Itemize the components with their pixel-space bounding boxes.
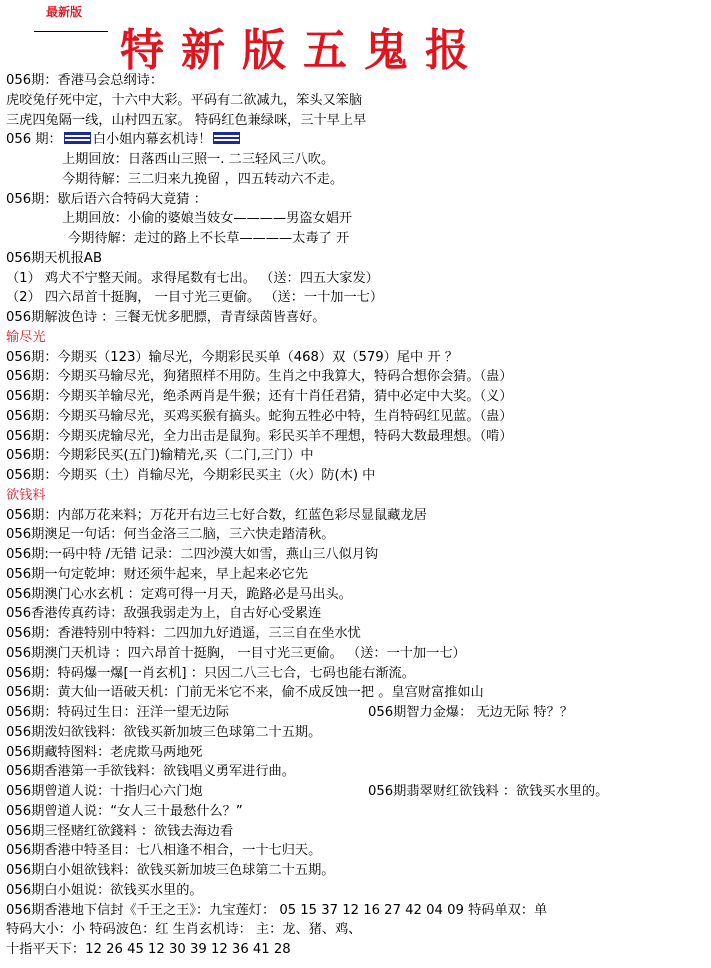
text-line: 056期解波色诗 ：三餐无忧多肥膘，青青绿茵皆喜好。: [6, 310, 326, 325]
text-line: 056期天机报AB: [6, 250, 102, 266]
text-line: 056期：今期买（123）输尽光，今期彩民买单（468）双（579）尾中 开 ？: [6, 349, 458, 365]
flag-icon: [213, 132, 240, 144]
text-line: 虎咬兔仔死中定，十六中大彩。平码有二欲减九，笨头又笨脑: [6, 92, 363, 108]
text-line: 056期澳门天机诗 ：四六昂首十挺胸， 一目寸光三更偷。 （送：一十加一七）: [6, 645, 466, 661]
section-heading: 欲钱料: [6, 487, 46, 503]
text-line: 056香港传真药诗：敌强我弱走为上，自古好心受累连: [6, 606, 322, 622]
text-line: 056期香港地下信封《千王之王》：九宝莲灯： 05 15 37 12 16 27 42 04 09 特码单双：单: [6, 902, 548, 918]
text-line: 056期：内部万花来料；万花开右边三七好合数，红蓝色彩尽显鼠藏龙居: [6, 507, 427, 523]
text-line: （2） 四六昂首十挺胸， 一目寸光三更偷。 （送：一十加一七）: [6, 290, 384, 306]
text-line: 056期香港中特圣目：七八相逢不相合，一十七归天。: [6, 843, 322, 859]
text-line: 056期：今期买羊输尽光，绝杀两肖是牛猴；还有十肖任君猜，猜中必定中大奖。（义）: [6, 389, 513, 404]
text-line-with-flags: [6, 130, 706, 150]
text-line: 056期：今期买（土）肖输尽光，今期彩民买主（火）防(木) 中: [6, 468, 376, 483]
flag-line-prefix: 056 期：: [6, 132, 62, 148]
text-line: 056期白小姐欲钱料：欲钱买新加坡三色球第二十五期。: [6, 863, 335, 878]
left-column-text: 056期：特码过生日：汪洋一望无边际: [6, 705, 229, 720]
text-line: 056期：今期买虎输尽光，全力出击是鼠狗。彩民买羊不理想，特码大数最理想。（啃）: [6, 428, 513, 444]
text-line: 056期：今期彩民买(五门)输精光,买（二门,三门）中: [6, 448, 314, 464]
text-line: 056期：香港马会总纲诗：: [6, 73, 164, 88]
text-line: 056期：今期买马输尽光，狗猪照样不用防。生肖之中我算大，特码合想你会猜。（蛊）: [6, 369, 513, 385]
text-line: 特码大小：小 特码波色：红 生肖玄机诗： 主：龙、猪、鸡、: [6, 922, 362, 938]
text-line: 056期：歇后语六合特码大竟猜 ：: [6, 191, 207, 207]
right-column-text: 056期智力金爆： 无边无际 特？？: [368, 705, 573, 720]
text-line: （1） 鸡犬不宁整天闹。求得尾数有七出。 （送：四五大家发）: [6, 270, 379, 286]
text-line: 056期：黄大仙一语破天机：门前无米它不来，偷不成反蚀一把 。皇宫财富推如山: [6, 685, 484, 701]
text-line: 056期:一码中特 /无错 记录：二四沙漠大如雪，燕山三八似月钩: [6, 547, 379, 562]
text-line: 056期藏特图料：老虎欺马两地死: [6, 744, 203, 760]
text-line: 056期：香港特别中特料：二四加九好逍遥，三三自在坐水忧: [6, 626, 361, 641]
text-line: 上期回放：小偷的婆娘当妓女————男盗女娼开: [62, 211, 353, 227]
flag-line-text: 白小姐内幕玄机诗！: [92, 132, 212, 148]
flag-icon: [64, 132, 91, 144]
right-column-text: 056期翡翠财红欲钱料 ：欲钱买水里的。: [368, 784, 609, 799]
text-line: 056期：特码爆一爆[一肖玄机] ：只因二八三七合，七码也能右渐流。: [6, 665, 415, 681]
latest-edition-badge: 最新版: [46, 5, 83, 19]
text-line: 三虎四兔隔一线，山村四五家。 特码红色兼绿咪，三十早上早: [6, 112, 367, 128]
text-line-two-col: [6, 703, 706, 723]
text-line: 十指平天下：12 26 45 12 30 39 12 36 41 28: [6, 942, 291, 957]
text-line: 056期白小姐说：欲钱买水里的。: [6, 882, 203, 898]
text-line: 056期：今期买马输尽光，买鸡买猴有搞头。蛇狗五牲必中特，生肖特码红见蓝。（蛊）: [6, 408, 513, 424]
text-line: 056期泼妇欲钱料：欲钱买新加坡三色球第二十五期。: [6, 724, 322, 740]
text-line: 056期澳门心水玄机 ：定鸡可得一月天，跪路必是马出头。: [6, 586, 352, 602]
text-line: 056期曾道人说：“女人三十最愁什么？”: [6, 803, 243, 819]
text-line-two-col: [6, 782, 706, 802]
text-line: 上期回放：日落西山三照一. 二三轻风三八吹。: [62, 152, 335, 167]
badge-underline: [34, 31, 108, 32]
left-column-text: 056期曾道人说：十指归心六门炮: [6, 784, 203, 799]
text-line: 056期香港第一手欲钱料：欲钱唱义勇军进行曲。: [6, 764, 295, 780]
text-line: 056期三怪赌红欲錢料 ：欲钱去海边看: [6, 823, 234, 839]
text-line: 今期待解：三二归来九挽留 ，四五转动六不走。: [62, 171, 344, 187]
text-line: 056期澳足一句话：何当金洛三二脑，三六快走踏清秋。: [6, 527, 335, 543]
page-title: 特新版五鬼报: [120, 25, 486, 76]
text-line: 今期待解：走过的路上不长草————太毒了 开: [68, 231, 350, 246]
article-body: [6, 71, 706, 960]
text-line: 056期一句定乾坤：财还须牛起来，早上起来必它先: [6, 566, 309, 582]
section-heading: 输尽光: [6, 329, 46, 345]
